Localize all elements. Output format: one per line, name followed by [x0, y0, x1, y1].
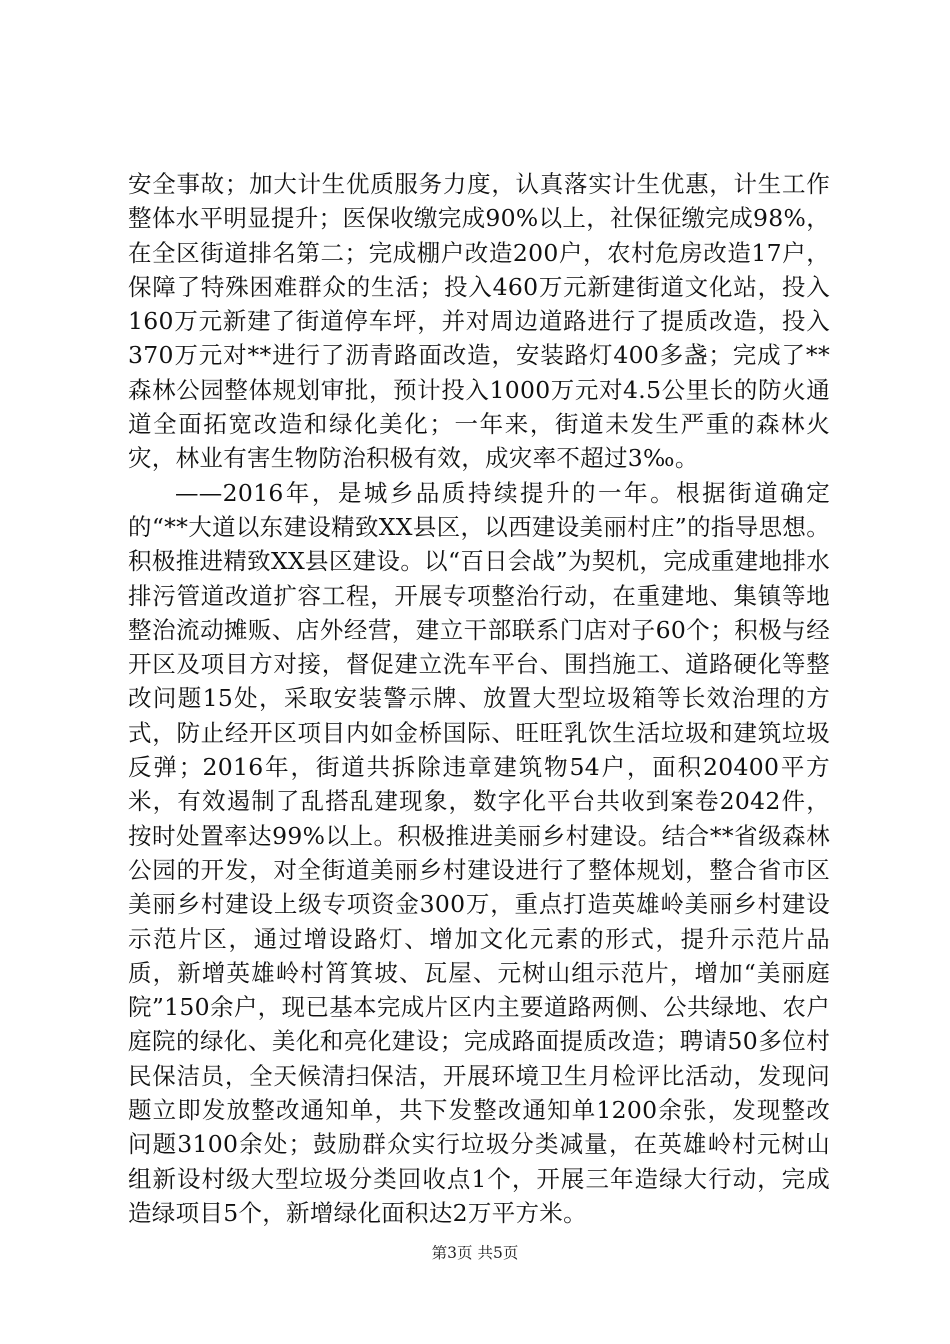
document-body [128, 167, 830, 1230]
page-number-footer: 第3页 共5页 [431, 1244, 519, 1262]
paragraph-continued: 安全事故；加大计生优质服务力度，认真落实计生优惠，计生工作整体水平明显提升；医保收缴完成90%以上，社保征缴完成98%，在全区街道排名第二；完成棚户改造200户，农村危房改造17户，保障了特殊困难群众的生活；投入460万元新建街道文化站，投入160万元新建了街道停车坪，并对周边道路进行了提质改造，投入370万元对**进行了沥青路面改造，安装路灯400多盏；完成了**森林公园整体规划审批，预计投入1000万元对4.5公里长的防火通道全面拓宽改造和绿化美化；一年来，街道未发生严重的森林火灾，林业有害生物防治积极有效，成灾率不超过3‰。 [128, 170, 830, 473]
paragraph-2016-urban-rural-quality: ——2016年，是城乡品质持续提升的一年。根据街道确定的“**大道以东建设精致XX县区，以西建设美丽村庄”的指导思想。积极推进精致XX县区建设。以“百日会战”为契机，完成重建地排水排污管道改道扩容工程，开展专项整治行动，在重建地、集镇等地整治流动摊贩、店外经营，建立干部联系门店对子60个；积极与经开区及项目方对接，督促建立洗车平台、围挡施工、道路硬化等整改问题15处，采取安装警示牌、放置大型垃圾箱等长效治理的方式，防止经开区项目内如金桥国际、旺旺乳饮生活垃圾和建筑垃圾反弹；2016年，街道共拆除违章建筑物54户，面积20400平方米，有效遏制了乱搭乱建现象，数字化平台共收到案卷2042件，按时处置率达99%以上。积极推进美丽乡村建设。结合**省级森林公园的开发，对全街道美丽乡村建设进行了整体规划，整合省市区美丽乡村建设上级专项资金300万，重点打造英雄岭美丽乡村建设示范片区，通过增设路灯、增加文化元素的形式，提升示范片品质，新增英雄岭村筲箕坡、瓦屋、元树山组示范片，增加“美丽庭院”150余户，现已基本完成片区内主要道路两侧、公共绿地、农户庭院的绿化、美化和亮化建设；完成路面提质改造；聘请50多位村民保洁员，全天候清扫保洁，开展环境卫生月检评比活动，发现问题立即发放整改通知单，共下发整改通知单1200余张，发现整改问题3100余处；鼓励群众实行垃圾分类减量，在英雄岭村元树山组新设村级大型垃圾分类回收点1个，开展三年造绿大行动，完成造绿项目5个，新增绿化面积达2万平方米。 [128, 478, 830, 1227]
